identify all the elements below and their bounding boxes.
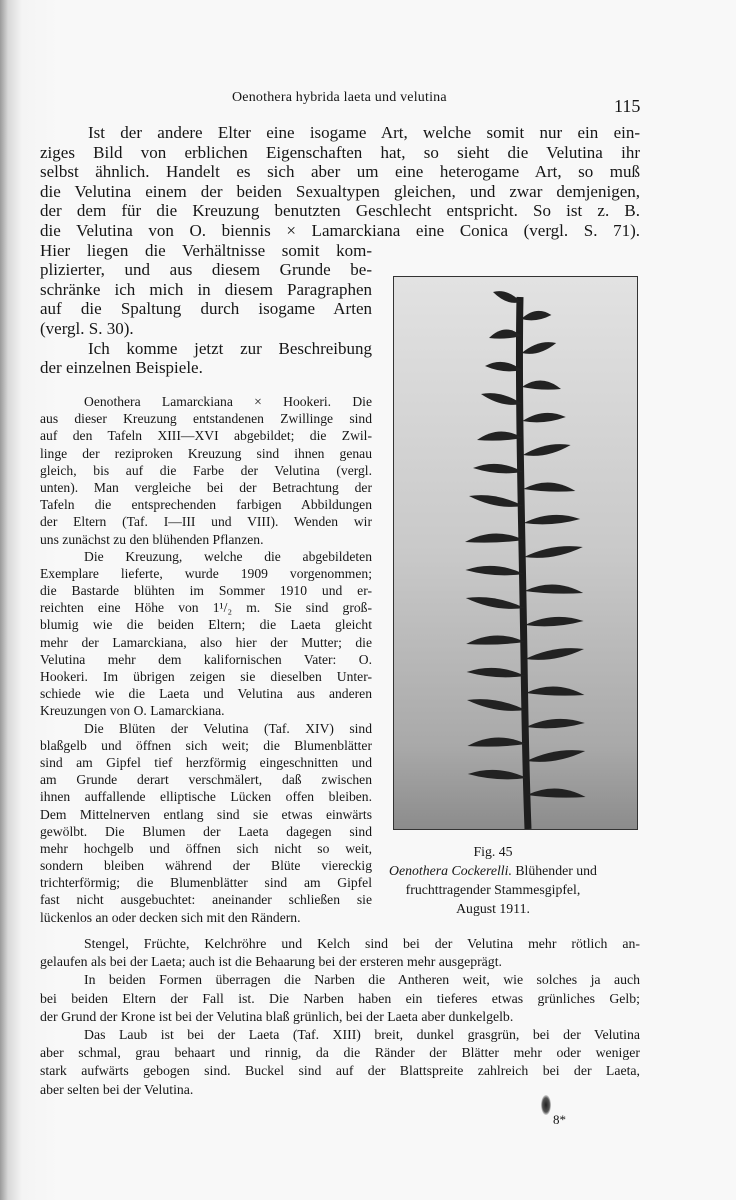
text-line: die Velutina von O. biennis × Lamarckiana eine Conica (vergl. S. 71). (40, 220, 640, 240)
plant-leaf (467, 699, 526, 711)
text-line: Ich komme jetzt zur Beschreibung (88, 338, 372, 358)
text-line: der Eltern (Taf. I—III und VIII). Wenden wir (40, 514, 372, 530)
text-line: blumig wie die beiden Eltern; die Laeta gleicht (40, 617, 372, 633)
text-line: uns zunächst zu den blühenden Pflanzen. (40, 531, 264, 547)
plant-leaf (467, 737, 526, 746)
signature-mark: 8* (553, 1112, 566, 1127)
page-number: 115 (614, 96, 641, 116)
plant-leaf (477, 431, 523, 440)
plant-leaf (473, 464, 523, 474)
plant-leaf (527, 788, 586, 797)
plant-leaf (481, 393, 522, 405)
plant-stem (519, 297, 528, 829)
plant-leaf (469, 495, 523, 507)
plant-leaf (526, 750, 585, 762)
text-line: ziges Bild von erblichen Eigenschaften hat, so sieht die Velutina ihr (40, 142, 640, 162)
text-line: die Velutina einem der beiden Sexualtypen gleichen, und zwar demjenigen, (40, 181, 640, 201)
text-line: Velutina mehr dem kalifornischen Vater: O. (40, 651, 372, 667)
plant-leaf (522, 413, 565, 423)
text-line: linge der reziproken Kreuzung sind ihnen genau (40, 445, 372, 461)
text-line: sind am Gipfel tief herzförmig eingeschnitten und (40, 754, 372, 770)
plant-leaf (524, 546, 583, 558)
text-line: Kreuzungen von O. Lamarckiana. (40, 703, 225, 719)
text-line: auf den Tafeln XIII—XVI abgebildet; die Zwil- (40, 428, 372, 444)
text-line: am Grunde derart verschmälert, daß zwischen (40, 772, 372, 788)
plant-leaf (524, 584, 583, 593)
text-line: Stengel, Früchte, Kelchröhre und Kelch sind bei der Velutina mehr rötlich an- (84, 936, 640, 951)
text-line: die Bastarde blühten im Sommer 1910 und er- (40, 583, 372, 599)
text-line: aber selten bei der Velutina. (40, 1081, 194, 1097)
plant-leaf (465, 533, 524, 542)
text-line: Ist der andere Elter eine isogame Art, welche somit nur ein ein- (88, 123, 640, 142)
plant-leaf (468, 770, 527, 780)
running-title: Oenothera hybrida laeta und velutina (232, 90, 447, 105)
text-line: schiede wie die Laeta und Velutina aus anderen (40, 686, 372, 702)
text-line: sondern bleiben während der Blüte viereckig (40, 858, 372, 874)
text-line: selbst ähnlich. Handelt es sich aber um eine heterogame Art, so muß (40, 162, 640, 182)
plant-leaf (525, 617, 584, 627)
text-line: Dem Mittelnerven entlang sind sie etwas einwärts (40, 806, 372, 822)
plant-leaf (523, 482, 575, 491)
text-line: (vergl. S. 30). (40, 318, 134, 338)
caption-species: Oenothera Cockerelli. (389, 863, 512, 878)
text-line: aus dieser Kreuzung entstandenen Zwillinge sind (40, 411, 372, 427)
text-line: Das Laub ist bei der Laeta (Taf. XIII) breit, dunkel grasgrün, bei der Velutina (84, 1026, 640, 1042)
caption-line-2: fruchttragender Stammesgipfel, (405, 882, 581, 897)
text-line: Tafeln die entsprechenden farbigen Abbildungen (40, 497, 372, 513)
text-line: auf die Spaltung durch isogame Arten (40, 299, 372, 319)
plant-leaf (526, 686, 585, 695)
text-line: Die Kreuzung, welche die abgebildeten (84, 548, 372, 564)
plant-leaf (524, 515, 581, 525)
caption-line-3: August 1911. (456, 901, 530, 916)
text-line: In beiden Formen überragen die Narben die Antheren weit, wie solches ja auch (84, 972, 640, 988)
text-line: schränke ich mich in diesem Paragraphen (40, 279, 372, 299)
plant-leaf (521, 311, 551, 321)
text-line: gelaufen als bei der Laeta; auch ist die Behaarung bei der ersteren mehr ausgeprägt. (40, 954, 502, 970)
ink-blot (541, 1095, 551, 1115)
text-line: blaßgelb und öffnen sich weit; die Blumenblätter (40, 737, 372, 753)
text-line: plizierter, und aus diesem Grunde be- (40, 260, 372, 280)
plant-leaf (466, 635, 525, 644)
text-line: unten). Man vergleiche bei der Betrachtung der (40, 479, 372, 495)
caption-line-1 (380, 861, 606, 880)
text-line: mehr der Lamarckiana, also hier der Mutter; die (40, 634, 372, 650)
plant-leaf (465, 566, 524, 576)
text-line: Hookeri. Im übrigen zeigen sie dieselben Unter- (40, 669, 372, 684)
text-line: ihnen auffallende elliptische Lücken offen bleiben. (40, 789, 372, 805)
text-line: der dem für die Kreuzung benutzten Geschlecht entspricht. So ist z. B. (40, 201, 640, 221)
plant-leaf (522, 342, 557, 354)
text-line: aber schmal, grau behaart und rinnig, da die Ränder der Blätter mehr oder weniger (40, 1045, 640, 1061)
caption-text: Blühender und (515, 863, 597, 878)
plant-leaf (466, 597, 525, 609)
text-line: lückenlos an oder decken sich mit den Rändern. (40, 909, 301, 925)
plant-leaf (525, 648, 584, 660)
text-line: Die Blüten der Velutina (Taf. XIV) sind (84, 720, 372, 736)
text-line: stark aufwärts gebogen sind. Buckel sind auf der Blattspreite zahlreich bei der Laeta, (40, 1063, 640, 1079)
text-line: Exemplare lieferte, wurde 1909 vorgenommen; (40, 565, 372, 581)
small-text-column (40, 393, 372, 926)
plant-photograph (393, 276, 638, 830)
text-line: bei beiden Eltern der Fall ist. Die Narben haben ein tieferes etwas grünliches Gelb; (40, 990, 640, 1006)
text-line: Oenothera Lamarckiana × Hookeri. Die (84, 394, 372, 409)
plant-leaf (467, 668, 526, 678)
figure-caption (380, 842, 606, 918)
figure-label: Fig. 45 (473, 844, 513, 859)
text-line: reichten eine Höhe von 1¹/₂ m. Sie sind groß- (40, 600, 372, 616)
text-line: trichterförmig; die Blumenblätter sind am Gipfel (40, 875, 372, 891)
text-line: der einzelnen Beispiele. (40, 358, 203, 378)
text-line: Hier liegen die Verhältnisse somit kom- (40, 240, 372, 260)
oenothera-plant-image (394, 277, 637, 829)
plant-leaf (526, 719, 585, 729)
text-line: gewölbt. Die Blumen der Laeta dagegen sind (40, 823, 372, 839)
plant-leaf (523, 444, 571, 456)
plant-leaf (522, 380, 561, 389)
text-line: gleich, bis auf die Farbe der Velutina (vergl. (40, 462, 372, 478)
text-line: mehr hochgelb und öffnen sich nicht so weit, (40, 840, 372, 856)
text-line: der Grund der Krone ist bei der Velutina blaß grünlich, bei der Laeta aber dunkelgelb. (40, 1008, 514, 1024)
small-text-full-width (40, 935, 640, 1099)
text-line: fast nicht ausgebuchtet: aneinander schließen sie (40, 892, 372, 908)
